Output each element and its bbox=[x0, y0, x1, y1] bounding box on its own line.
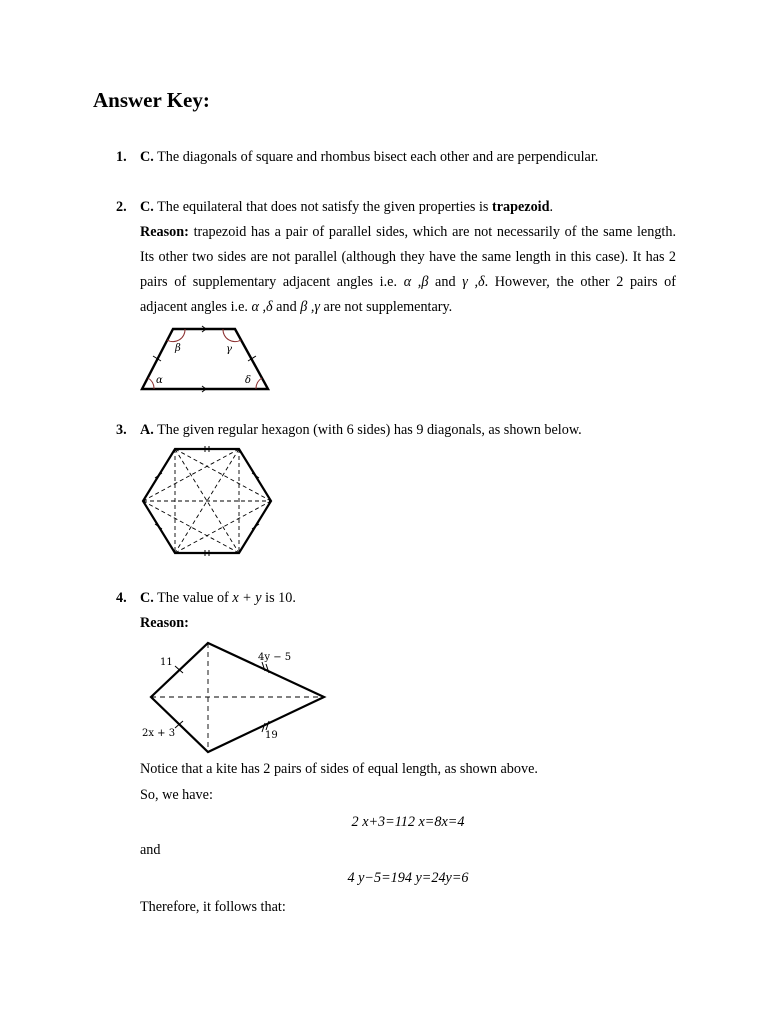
answer-body bbox=[140, 586, 676, 636]
answer-text: The value of bbox=[153, 590, 233, 606]
label-top-left: 11 bbox=[160, 657, 173, 668]
item-number: 2. bbox=[116, 199, 127, 215]
item-number: 4. bbox=[116, 590, 127, 606]
answer-choice: C. bbox=[140, 199, 154, 215]
math-x-plus-y: x + y bbox=[232, 590, 262, 606]
reason-text: and bbox=[428, 274, 463, 290]
answer-highlight: trapezoid bbox=[491, 199, 550, 215]
label-alpha: α bbox=[156, 375, 163, 386]
answer-choice: A. bbox=[140, 422, 154, 438]
angle-arc-delta bbox=[256, 378, 262, 389]
kite-shape bbox=[151, 643, 324, 752]
equation-1: 2 x+3=112 x=8x=4 bbox=[351, 814, 465, 830]
answer-line bbox=[140, 586, 676, 611]
label-gamma: γ bbox=[226, 344, 232, 355]
reason-label: Reason: bbox=[140, 224, 189, 240]
so-text: So, we have: bbox=[140, 787, 213, 803]
math-angles-c: α ,δ bbox=[251, 299, 273, 315]
hexagon-diagonals bbox=[143, 449, 271, 553]
math-angles-d: β ,γ bbox=[300, 299, 320, 315]
kite-diagonals bbox=[151, 643, 324, 752]
answer-text-end: . bbox=[549, 199, 554, 215]
notice-text: Notice that a kite has 2 pairs of sides of equal length, as shown above. bbox=[140, 761, 538, 777]
answer-body bbox=[140, 145, 676, 170]
reason-label: Reason: bbox=[140, 615, 189, 631]
trapezoid-figure bbox=[138, 323, 274, 395]
answer-body bbox=[140, 195, 676, 320]
answer-line bbox=[140, 195, 676, 220]
hexagon-figure bbox=[140, 445, 274, 557]
math-angles-a: α ,β bbox=[403, 274, 429, 290]
label-top-right: 4y − 5 bbox=[258, 652, 292, 663]
reason-text: trapezoid has a pair of parallel sides, which are not necessarily of the same length. Its other two sides are not parallel (although they have the same length in this case). It has 2 pairs of supplementary adjacent angles i.e. bbox=[140, 224, 676, 290]
reason-text: are not supplementary. bbox=[319, 299, 453, 315]
answer-text: The equilateral that does not satisfy the given properties is bbox=[153, 199, 492, 215]
answer-text: The given regular hexagon (with 6 sides) has 9 diagonals, as shown below. bbox=[153, 422, 582, 438]
label-beta: β bbox=[175, 343, 181, 354]
equation-2: 4 y−5=194 y=24y=6 bbox=[347, 870, 469, 886]
answer-body bbox=[140, 418, 676, 443]
reason-text: and bbox=[272, 299, 301, 315]
answer-text: The diagonals of square and rhombus bisect each other and are perpendicular. bbox=[153, 149, 599, 165]
reason-paragraph bbox=[140, 220, 676, 320]
label-bottom-left: 2x + 3 bbox=[142, 728, 176, 739]
label-delta: δ bbox=[245, 375, 252, 386]
page-title: Answer Key: bbox=[93, 88, 210, 112]
answer-choice: C. bbox=[140, 149, 154, 165]
item-number: 1. bbox=[116, 149, 127, 165]
angle-arc-alpha bbox=[148, 378, 154, 389]
item-number: 3. bbox=[116, 422, 127, 438]
and-text: and bbox=[140, 842, 161, 858]
label-bottom-right: 19 bbox=[265, 730, 278, 741]
reason-text: . However, the other 2 pairs of adjacent angles i.e. bbox=[140, 274, 677, 315]
math-angles-b: γ ,δ bbox=[462, 274, 485, 290]
answer-choice: C. bbox=[140, 590, 154, 606]
answer-text-end: is 10. bbox=[261, 590, 296, 606]
kite-figure bbox=[140, 640, 330, 756]
therefore-text: Therefore, it follows that: bbox=[140, 899, 286, 915]
